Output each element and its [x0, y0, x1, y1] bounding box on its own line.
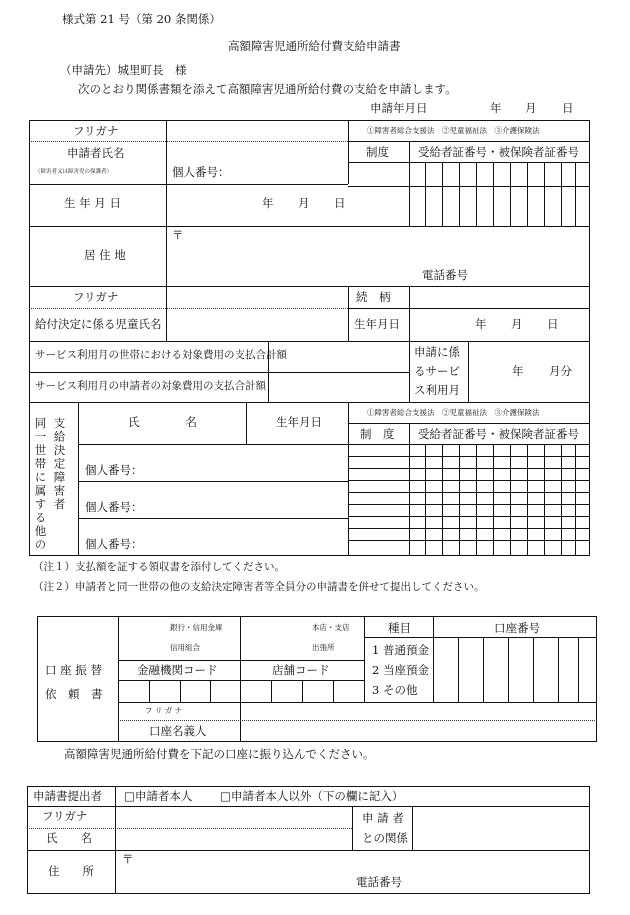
service-month-suffix[interactable]: 月分	[549, 364, 572, 378]
bank-types-2: 信用組合	[170, 643, 200, 652]
cert-number-label: 受給者証番号・被保険者証番号	[418, 145, 579, 159]
form-number: 様式第 21 号（第 20 条関係）	[62, 12, 221, 26]
birth-year[interactable]: 年	[262, 196, 274, 210]
relationship-label: 続 柄	[356, 290, 391, 304]
applicant-name-note: （障害者又は障害児の保護者）	[35, 169, 113, 175]
application-date-month[interactable]: 月	[525, 101, 537, 115]
household-name-header: 氏 名	[128, 415, 197, 429]
account-holder-label: 口座名義人	[149, 724, 207, 738]
law-options: ①障害者総合支援法 ②児童福祉法 ③介護保険法	[367, 126, 540, 135]
transfer-request-text: 高額障害児通所給付費を下記の口座に振り込んでください。	[64, 747, 375, 761]
applicant-individual-number[interactable]: 個人番号：	[172, 165, 230, 179]
household-cert-label: 受給者証番号・被保険者証番号	[418, 427, 579, 441]
child-furigana-label: フリガナ	[73, 290, 119, 304]
intro-text: 次のとおり関係書類を添えて高額障害児通所給付費の支給を申請します。	[78, 82, 457, 96]
account-type-option-1[interactable]: 1 普通預金	[372, 643, 429, 657]
submitter-furigana-label: フリガナ	[42, 809, 88, 823]
child-birth-year[interactable]: 年	[475, 317, 487, 331]
application-date-day[interactable]: 日	[562, 101, 574, 115]
address-label: 居 住 地	[84, 248, 126, 262]
service-month-label-2: るサービ	[414, 364, 460, 378]
submitter-address-label: 住 所	[48, 864, 94, 878]
child-birth-month[interactable]: 月	[511, 317, 523, 331]
branch-types-2: 出張所	[312, 643, 335, 652]
submitter-option-self[interactable]: □申請者本人	[124, 789, 193, 803]
branch-types-1: 本店・支店	[312, 623, 350, 632]
submitter-relation-label-2: との関係	[362, 831, 408, 845]
submitter-relation-label-1: 申 請 者	[362, 811, 404, 825]
household-vertical-label-b: 支給決定障害者	[52, 417, 67, 512]
application-date-year[interactable]: 年	[490, 101, 502, 115]
household-individual-number-1[interactable]: 個人番号：	[85, 463, 143, 477]
account-type-option-2[interactable]: 2 当座預金	[372, 663, 429, 677]
household-birth-header: 生年月日	[276, 415, 322, 429]
household-cost-label: サービス利用月の世帯における対象費用の支払合計額	[35, 349, 287, 361]
child-name-label: 給付決定に係る児童氏名	[35, 317, 162, 331]
submitter-name-label: 氏 名	[46, 831, 92, 845]
submitter-postal-mark: 〒	[122, 852, 134, 866]
household-vertical-label-a: 同一世帯に属する他の	[33, 417, 48, 552]
note-2: （注２）申請者と同一世帯の他の支給決定障害者等全員分の申請書を併せて提出してください。	[33, 581, 485, 593]
system-label: 制度	[366, 145, 389, 159]
birth-month[interactable]: 月	[298, 196, 310, 210]
household-system-label: 制 度	[360, 427, 395, 441]
service-month-year[interactable]: 年	[512, 364, 524, 378]
child-birth-day[interactable]: 日	[547, 317, 559, 331]
account-number-label: 口座番号	[494, 621, 540, 635]
account-type-label: 種目	[388, 621, 411, 635]
addressee: （申請先）城里町長 様	[60, 63, 187, 77]
bank-transfer-label-1: 口 座 振 替	[45, 663, 102, 677]
household-individual-number-2[interactable]: 個人番号：	[85, 500, 143, 514]
submitter-option-other[interactable]: □申請者本人以外（下の欄に記入）	[220, 789, 404, 803]
form-title: 高額障害児通所給付費支給申請書	[228, 39, 401, 53]
service-month-label-1: 申請に係	[414, 345, 460, 359]
child-birth-label: 生年月日	[354, 317, 400, 331]
bank-transfer-label-2: 依 頼 書	[45, 687, 103, 701]
postal-mark: 〒	[172, 228, 184, 242]
account-type-option-3[interactable]: 3 その他	[372, 683, 418, 697]
applicant-name-label: 申請者氏名	[67, 146, 125, 160]
birth-date-label: 生 年 月 日	[64, 196, 121, 210]
bank-code-label: 金融機関コード	[137, 663, 218, 677]
application-date-label: 申請年月日	[370, 101, 428, 115]
bank-types-1: 銀行・信用金庫	[170, 623, 223, 632]
household-individual-number-3[interactable]: 個人番号：	[85, 537, 143, 551]
furigana-label: フリガナ	[73, 124, 119, 138]
household-law-options: ①障害者総合支援法 ②児童福祉法 ③介護保険法	[367, 408, 540, 417]
submitter-label: 申請書提出者	[33, 789, 102, 803]
submitter-phone-label: 電話番号	[356, 875, 402, 889]
phone-label: 電話番号	[422, 268, 468, 282]
service-month-label-3: ス利用月	[414, 383, 460, 397]
account-furigana-label: フ リ ガ ナ	[145, 706, 183, 715]
note-1: （注１）支払額を証する領収書を添付してください。	[33, 561, 285, 573]
applicant-cost-label: サービス利用月の申請者の対象費用の支払合計額	[35, 380, 266, 392]
branch-code-label: 店舗コード	[272, 663, 330, 677]
birth-day[interactable]: 日	[334, 196, 346, 210]
